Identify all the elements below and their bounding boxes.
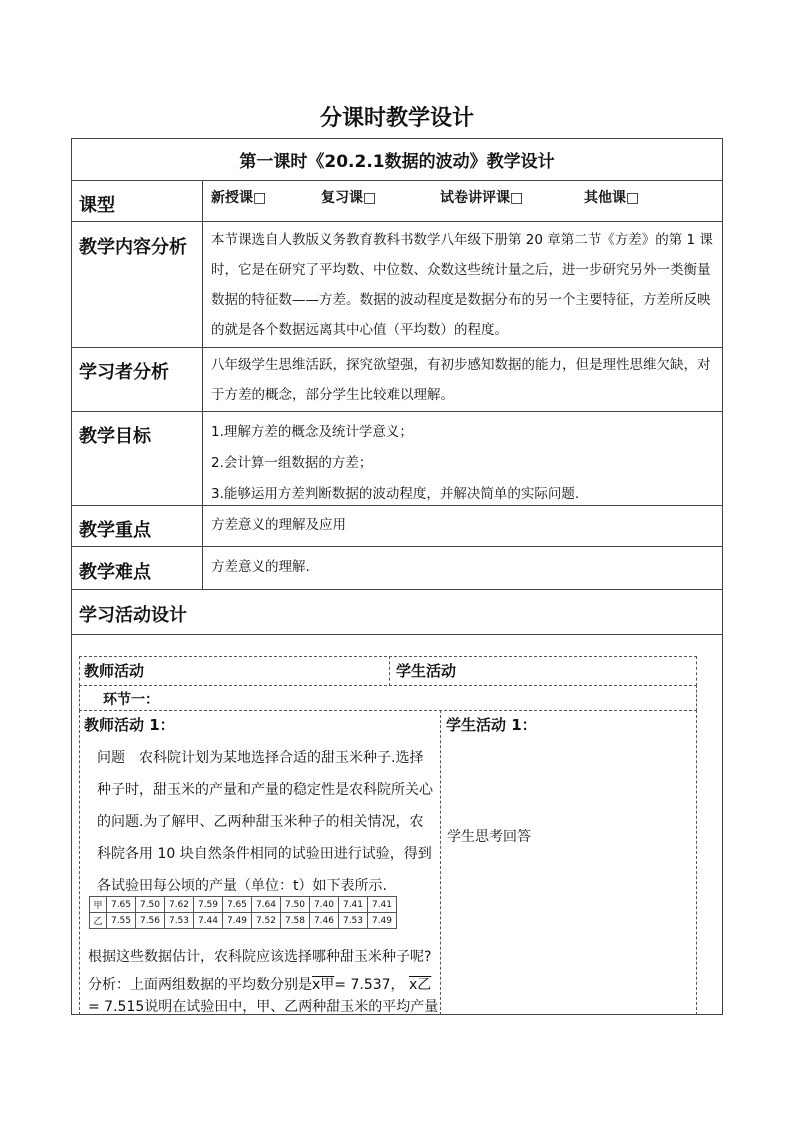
goal-item: 2.会计算一组数据的方差； bbox=[211, 455, 373, 471]
row-name: 甲 bbox=[90, 897, 107, 913]
analysis-continuation: = 7.515说明在试验田中，甲、乙两种甜玉米的平均产量 bbox=[88, 999, 439, 1015]
mean-jia-value: = 7.537， bbox=[334, 977, 405, 993]
divider bbox=[71, 546, 723, 547]
type-option-review[interactable]: 复习课□ bbox=[321, 190, 377, 206]
difficulty-label: 教学难点 bbox=[79, 562, 151, 583]
column-divider bbox=[202, 180, 203, 589]
table-cell: 7.44 bbox=[194, 913, 223, 929]
table-cell: 7.59 bbox=[194, 897, 223, 913]
section-label: 环节一： bbox=[103, 692, 159, 708]
type-option-other[interactable]: 其他课□ bbox=[584, 190, 640, 206]
activity-header-row bbox=[79, 656, 697, 686]
difficulty-text: 方差意义的理解. bbox=[211, 559, 310, 575]
table-cell: 7.41 bbox=[368, 897, 397, 913]
divider bbox=[71, 505, 723, 506]
student-header: 学生活动 bbox=[396, 662, 457, 680]
table-cell: 7.49 bbox=[368, 913, 397, 929]
table-cell: 7.62 bbox=[165, 897, 194, 913]
goal-item: 3.能够运用方差判断数据的波动程度，并解决简单的实际问题. bbox=[211, 486, 580, 502]
content-label: 教学内容分析 bbox=[79, 237, 187, 258]
table-cell: 7.40 bbox=[310, 897, 339, 913]
table-cell: 7.58 bbox=[281, 913, 310, 929]
activity-label: 学习活动设计 bbox=[79, 605, 187, 626]
learner-label: 学习者分析 bbox=[79, 362, 169, 383]
student-activity-1: 学生活动 1： bbox=[446, 716, 537, 734]
table-row bbox=[90, 913, 397, 929]
divider bbox=[71, 589, 723, 590]
type-option-exam-review[interactable]: 试卷讲评课□ bbox=[440, 190, 524, 206]
table-row bbox=[90, 897, 397, 913]
table-cell: 7.46 bbox=[310, 913, 339, 929]
divider bbox=[71, 221, 723, 222]
table-cell: 7.52 bbox=[252, 913, 281, 929]
lesson-title: 第一课时《20.2.1数据的波动》教学设计 bbox=[239, 152, 555, 172]
table-cell: 7.53 bbox=[339, 913, 368, 929]
table-cell: 7.50 bbox=[281, 897, 310, 913]
question-text: 根据这些数据估计，农科院应该选择哪种甜玉米种子呢? bbox=[88, 949, 432, 965]
divider bbox=[71, 634, 723, 635]
divider bbox=[71, 180, 723, 181]
table-cell: 7.41 bbox=[339, 897, 368, 913]
analysis-text: 分析：上面两组数据的平均数分别是 bbox=[88, 977, 312, 993]
row-name: 乙 bbox=[90, 913, 107, 929]
table-cell: 7.55 bbox=[107, 913, 136, 929]
table-cell: 7.50 bbox=[136, 897, 165, 913]
table-cell: 7.65 bbox=[223, 897, 252, 913]
key-label: 教学重点 bbox=[79, 520, 151, 541]
column-divider bbox=[440, 710, 441, 1015]
learner-text: 八年级学生思维活跃，探究欲望强，有初步感知数据的能力，但是理性思维欠缺，对于方差的概念，部分学生比较难以理解。 bbox=[211, 357, 711, 403]
key-text: 方差意义的理解及应用 bbox=[211, 517, 346, 533]
type-label: 课型 bbox=[79, 195, 115, 216]
content-text: 本节课选自人教版义务教育教科书数学八年级下册第 20 章第二节《方差》的第 1 课时，它是在研究了平均数、中位数、众数这些统计量之后，进一步研究另外一类衡量数据的特征数——方差。数据的波动程度是数据分布的另一个主要特征，方差所反映的就是各个数据远离其中心值（平均数）的程度。 bbox=[211, 232, 713, 338]
type-option-new[interactable]: 新授课□ bbox=[211, 190, 267, 206]
student-answer: 学生思考回答 bbox=[447, 829, 531, 845]
page-title: 分课时教学设计 bbox=[319, 106, 474, 131]
teacher-activity-1: 教师活动 1： bbox=[84, 716, 175, 734]
divider bbox=[71, 411, 723, 412]
column-divider bbox=[389, 656, 390, 686]
teacher-header: 教师活动 bbox=[84, 662, 145, 680]
table-cell: 7.53 bbox=[165, 913, 194, 929]
yield-table bbox=[89, 896, 397, 929]
mean-yi-symbol: x乙 bbox=[409, 977, 432, 993]
goal-item: 1.理解方差的概念及统计学意义； bbox=[211, 424, 413, 440]
mean-jia-symbol: x甲 bbox=[312, 977, 335, 993]
goals-label: 教学目标 bbox=[79, 426, 151, 447]
table-cell: 7.65 bbox=[107, 897, 136, 913]
problem-text: 问题 农科院计划为某地选择合适的甜玉米种子.选择种子时，甜玉米的产量和产量的稳定性是农科院所关心的问题.为了解甲、乙两种甜玉米种子的相关情况，农科院各用 10 块自然条件相同的试验田进行试验，得到各试验田每公顷的产量（单位：t）如下表所示. bbox=[97, 750, 433, 894]
table-cell: 7.64 bbox=[252, 897, 281, 913]
analysis-line bbox=[88, 974, 438, 994]
section-row bbox=[79, 685, 697, 711]
table-cell: 7.49 bbox=[223, 913, 252, 929]
table-cell: 7.56 bbox=[136, 913, 165, 929]
divider bbox=[71, 347, 723, 348]
